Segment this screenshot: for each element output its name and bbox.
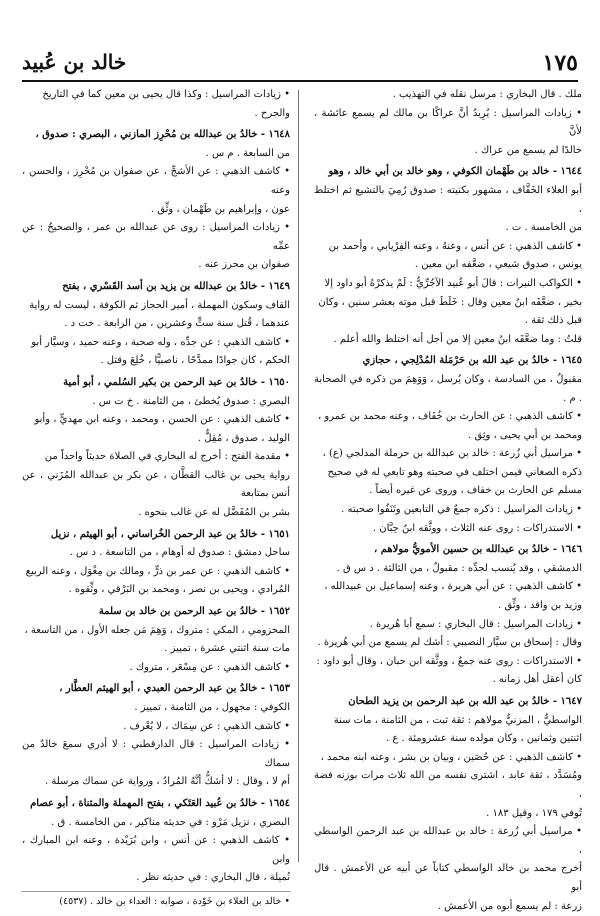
entry-heading: ١٦٤٨ - خالدُ بن عبدالله بن مُحْرِز المازني ، البصري : صدوق ، [35,129,290,141]
entry-line: المخزومي ، المكي : متروك ، وَهِمَ مَن جعله الأول ، من التاسعة ، [24,624,290,636]
entry-line: عندهما ، قُتل سنة ستٍّ وعشرين ، من الرابعة . خت د . [64,318,290,330]
entry-line: من الخامسة . ت . [505,222,582,234]
entry-heading: ١٦٥٤ - خالدُ بن عُبيد العَتَكي ، بفتح المهملة والمثناة ، أبو عصام [30,797,290,809]
biography-entry [22,680,290,792]
entry-line: خالدًا لم يسمع من عراك . [474,144,582,156]
biography-entry [314,352,582,538]
entry-line: بشر بن المُفَضَّل له عن غالب بنحوه . [138,507,290,519]
entry-line: يونس ، صدوق شيعي ، ضعَّفه ابن معين . [414,259,582,271]
entry-heading: ١٦٤٧ - خالدُ بن عبد الله بن عبد الرحمن بن يزيد الطحان [348,696,582,707]
entry-line: الكوفي : مجهول ، من الثامنة ، تمييز . [134,702,290,713]
entry-heading: ١٦٥١ - خالدُ بن عبد الرحمن الخُراساني ، أبو الهيثم ، نزيل [50,528,290,540]
entry-line: • مراسيل أبي زُرعة : خالد بن عبدالله بن حرملة المدلجي (ع) ، [322,448,582,460]
entry-line: نُميلة ، قال البخاري : في حديثه نظر . [136,872,290,884]
entry-line: القاف وسكون المهملة ، أمير الحجاز ثم الكوفة ، ليست له رواية [29,299,290,311]
biography-entry [22,603,290,677]
entry-line: • زيادات المراسيل : روى عن عبدالله بن عمر ، والصحيحُ : عن عمِّه [22,222,290,252]
biography-entry [22,126,290,275]
entry-line: • كاشف الذهبي : عن مِسْعَر ، متروك . [129,661,290,673]
entry-line: • الاستدراكات : روى عنه جمعٌ ، ووثَّقه ابن حبان ، وقال أبو داود : [316,655,582,667]
entry-line: • زيادات المراسيل : وكذا قال يحيى بن معين كما في التاريخ [42,89,290,100]
header-rule [22,80,578,82]
entry-line: عون ، وإبراهيم بن طَهْمان ، وثِّق . [150,203,290,215]
entry-line: مات سنة اثنتي عشرة ، تمييز . [164,643,290,655]
entry-line: • مراسيل أبي زُرعة : خالد بن عبدالله بن عبد الرحمن الواسطي ، [314,826,582,856]
entry-line: ملك . قال البخاري : مرسل نقله في التهذيب . [392,89,582,100]
entry-line: مقبولٌ ، من السادسة ، وكان يُرسل ، وَوَهِمَ من ذكره في الصحابة . م . [314,373,582,404]
entry-line: مسلم عن الحارث بن خفاف ، وروى عن غيره أيضاً . [369,485,582,497]
entry-line: من السابعة . م س . [205,147,290,159]
entry-line: صفوان بن محرز عنه . [198,259,290,271]
entry-line: قبل ذلك ثقة . [524,315,582,327]
entry-line: أخرج محمد بن خالد الواسطي كتاباً عن أبيه عن الأعمش . قال أبو [314,863,582,893]
entry-line: • زيادات المراسيل : قال الدارقطني : لا أدري سمعَ خالدٌ من سماك [22,739,290,769]
left-column-entries [22,86,290,888]
biography-entry [314,86,582,160]
entry-line: قلتُ : وما ضعَّفَه ابنُ معين إلا من أجل أنه اختلط والله أعلم . [333,333,582,345]
biography-entry [22,374,290,523]
entry-line: أبو العلاء الخَفَّاف ، مشهور بكنيته : صدوق رُمِيَ بالتشيع ثم اختلط ، [314,184,582,215]
entry-line: • كاشف الذهبي : عن أنس ، وعنهُ ، وعنه الفِرْيابي ، وأحمد بن [328,240,582,252]
entry-line: • كاشف الذهبي : عن عمر بن ذرٍّ ، ومالك بن مِغْوَل ، وعنه الربيع [25,565,290,577]
entry-line: البصري : صدوق يُخطئ ، من الثامنة . خ ت س . [92,395,290,407]
entry-heading: ١٦٥٠ - خالدُ بن عبد الرحمن بن بكير السُلمي ، أبو أمية [63,376,290,388]
entry-heading: ١٦٤٤ - خالد بن طَهْمان الكوفي ، وهو خالد بن أبي خالد ، وهو [328,166,582,178]
entry-line: رواية يحيى بن غالب القطَّان ، عن بكر بن عبدالله المُزَني ، عن أنس بمتابعة [22,469,290,500]
entry-line: • الكواكب النيرات : قالَ أبو عُبيد الآجُرِّيُّ : لَمْ يذكرْهُ أبو داود إلا [324,277,582,289]
entry-line: ومُسَدَّد ، ثقة عابد ، اشترى نفسه من الله ثلاث مرات بوزنه فضة ، [314,770,582,800]
entry-line: وقال : إسحاق بن سيَّار النصيبي : أشك لم يسمع من أبي هُريرة . [317,637,582,649]
entry-line: والجرح . [254,107,290,119]
right-column [314,86,582,912]
entry-heading: ١٦٤٥ - خالدُ بن عبد الله بن حَرْمَلة المُدْلِجي ، حجازي [362,355,582,367]
biography-entry [314,693,582,916]
footnote: • خالد بن العلاء بن خَوْدة ، صوابه : العداء بن خالد . (٤٥٣٧) [22,891,290,912]
entry-line: • مقدمة الفتح : أخرج له البخاري في الصلاة حديثاً واحداً من [44,451,290,463]
biography-entry [22,86,290,123]
biography-entry [314,541,582,690]
entry-line: الوليد ، صدوق ، مُقِلٌّ . [197,432,290,444]
entry-line: كان أعقل أهل زمانه . [492,674,582,686]
entry-line: وزيد بن واقد ، وثِّق . [498,600,582,612]
entry-line: • كاشف الذهبي : عن سِمَاك ، لا يُعْرف . [123,720,290,732]
page-header [22,40,578,82]
entry-line: • كاشف الذهبي : عن أنس ، وابن بُرَيْدة ، وعنه ابن المبارك ، وابن [22,835,290,865]
entry-line: • كاشف الذهبي : عن الحارث بن خُفَاف ، وعنه محمد بن عمرو ، [318,411,582,423]
entry-line: تُوفي ١٧٩ ، وقيل ١٨٣ . [486,807,582,819]
entry-line: • زيادات المراسيل : قال البخاري : سمع أبا هُريرة . [369,618,582,630]
running-title: خالد بن عُبيد [22,50,127,74]
entry-line: • زيادات المراسيل : ذكره جمعٌ في التابعين وتَنَفُوا صحبته . [341,504,582,516]
entry-line: • كاشف الذهبي : عن أبي هريرة ، وعنه إسماعيل بن عبيدالله ، [324,581,582,593]
left-column [22,86,290,907]
entry-line: المُرادي ، ويحيى بن نصر ، ومحمد بن البَرْقي ، وثِّقوه . [68,584,290,596]
biography-entry [22,795,290,888]
column-divider [298,90,299,862]
entry-line: اثنتين وثمانين ، وكان مولده سنة عشرومئة . ع . [385,733,582,745]
entry-heading: ١٦٤٩ - خالدُ بن عبدالله بن يزيد بن أسد القَسْري ، بفتح [62,280,290,292]
entry-line: • كاشف الذهبي : عن جدِّه ، وله صحبة ، وعنه حميد ، وسيَّار أبو [31,336,290,348]
entry-line: الواسطيُّ ، المزنيُّ مولاهم : ثقة ثبت ، من الثامنة ، مات سنة [333,714,582,726]
entry-line: زرعة : لم يسمع أبوه من الأعمش . [437,900,582,912]
biography-entry [22,278,290,371]
biography-entry [314,163,582,349]
entry-line: • زيادات المراسيل : يُرِيدُ أنَّ عراكًا بن مالك لم يسمع عائشة ، لأنَّ [314,107,582,138]
entry-line: البصري ، نزيل مَرْو : في حديثه مناكير ، من الخامسة . ق . [51,816,290,828]
entry-line: الدمشقي ، وقد يُنسب لجدِّه : مقبولٌ ، من الثالثة . د س ق . [336,562,582,574]
entry-heading: ١٦٤٦ - خالدُ بن عبدالله بن حسين الأمويُّ مولاهم ، [374,544,582,556]
entry-line: • كاشف الذهبي : عن حُصَين ، وبيان بن بشر ، وعنه ابنه محمد ، [320,751,582,763]
entry-line: • الاستدراكات : روى عنه الثلاث ، ووثَّقه ابنُ حِبَّان . [372,522,582,534]
entry-line: ساحل دمشق : صدوق له أوهام ، من التاسعة . د س . [69,547,290,559]
entry-heading: ١٦٥٢ - خالدُ بن عبد الرحمن بن خالد بن سلمة [98,606,290,618]
entry-heading: ١٦٥٣ - خالدُ بن عبد الرحمن العبدي ، أبو الهيثم العطَّار ، [59,683,290,695]
page-number: ١٧٥ [542,50,578,76]
entry-line: • كاشف الذهبي : عن الأشجِّ ، عن صفوان بن مُحْرِز ، والحسن ، وعنه [22,166,290,196]
biography-entry [22,526,290,600]
entry-line: بخير ، ضعَّفَه ابنُ معين وقال : خَلَطَ قبل موته بعشر سنين ، وكان [318,296,582,308]
entry-line: ذكره الصغاني فيمن اختلف في صحبته وهو تابعي له في صحيح [327,466,582,478]
entry-line: أم لا ، وقال : لا أشكُّ أنَّهُ المُرادُ ، ورواية عن سماك مرسلة . [44,776,290,788]
entry-line: • كاشف الذهبي : عن الحسن ، ومحمد ، وعنه ابن مهديٍّ ، وأبو [34,414,290,426]
entry-line: الحكم ، كان جوادًا ممدَّحًا ، ناصبيًّا ، خُلِعَ وقتل . [100,355,290,367]
entry-line: ومحمد بن أبي يحيى ، وثِق . [468,429,582,441]
